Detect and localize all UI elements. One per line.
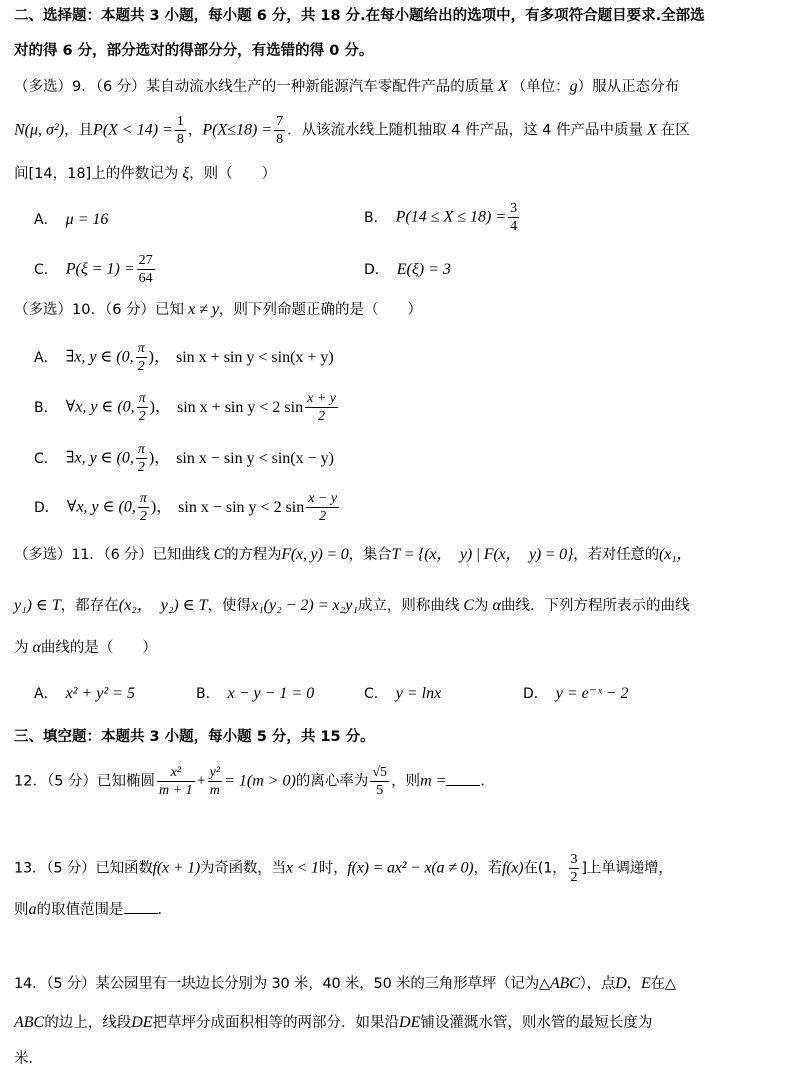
q9-option-c[interactable]: C． P(ξ = 1) = $\frac{27}{64}$ (34, 253, 153, 286)
q11-option-b[interactable]: B． x − y − 1 = 0 (196, 685, 315, 702)
section2-header-line2: 对的得 6 分，部分选对的得部分分，有选错的得 0 分。 (14, 43, 374, 59)
q11-line3: 为 α曲线的是（ ） (14, 639, 157, 656)
q9-option-d[interactable]: D． E(ξ) = 3 (364, 261, 451, 278)
q10-stem: （多选）10．（6 分）已知 x ≠ y，则下列命题正确的是（ ） (14, 301, 423, 318)
q9-option-a[interactable]: A． μ = 16 (34, 211, 109, 228)
q14-line1: 14．（5 分）某公园里有一块边长分别为 30 米，40 米，50 米的三角形草坪（记为△ABC），点D，E在△ (14, 975, 676, 992)
q11-option-c[interactable]: C． y = lnx (364, 685, 442, 702)
q12-line: 12．（5 分）已知椭圆 $\frac{\text{x²}}{m + 1}$ + $\frac{\text{y²}}{m}$ = 1(m > 0)的离心率为 $\frac{√5}{5}$ ，则m = ． (14, 765, 495, 798)
q14-line2: ABC的边上，线段DE把草坪分成面积相等的两部分．如果沿DE铺设灌溉水管，则水管的最短长度为 (14, 1014, 653, 1031)
q11-option-a[interactable]: A． x² + y² = 5 (34, 685, 135, 702)
section3-header: 三、填空题：本题共 3 小题，每小题 5 分，共 15 分。 (14, 729, 375, 745)
q9-line3: 间[14，18]上的件数记为 ξ，则（ ） (14, 165, 277, 182)
q10-option-a[interactable]: A． ∃x, y ∈ (0, $\frac{\pi}{2}$ )， sin x + sin y < sin(x + y) (34, 341, 334, 374)
q13-line2: 则a的取值范围是 ． (14, 901, 172, 918)
q10-option-c[interactable]: C． ∃x, y ∈ (0, $\frac{\pi}{2}$ )， sin x − sin y < sin(x − y) (34, 442, 334, 475)
q9-line2: N(μ, σ²)，且P(X < 14) = $\frac{1}{8}$ ，P(X≤18) = $\frac{7}{8}$ ．从该流水线上随机抽取 4 件产品，这 4 件产品中质量 X 在区 (14, 114, 690, 147)
q10-option-b[interactable]: B． ∀x, y ∈ (0, $\frac{\pi}{2}$ )， sin x + sin y < 2 sin $\frac{x + y}{2}$ (34, 391, 336, 424)
q9-option-b[interactable]: B． P(14 ≤ X ≤ 18) = $\frac{3}{4}$ (364, 201, 518, 234)
q10-option-d[interactable]: D． ∀x, y ∈ (0, $\frac{\pi}{2}$ )， sin x − sin y < 2 sin $\frac{x - y}{2}$ (34, 491, 338, 524)
q11-line2: y₁) ∈ T，都存在(x₂， y₂) ∈ T，使得x₁(y₂ − 2) = x₂y₁成立，则称曲线 C为 α曲线．下列方程所表示的曲线 (14, 597, 690, 614)
q9-line1: （多选）9．（6 分）某自动流水线生产的一种新能源汽车零配件产品的质量 X （单位：g）服从正态分布 (14, 78, 680, 95)
q13-line1: 13．（5 分）已知函数f(x + 1)为奇函数，当x < 1时，f(x) = ax² − x(a ≠ 0)，若f(x)在(1， $\frac{3}{2}$ ]上单调递增， (14, 852, 673, 885)
section2-header-line1: 二、选择题：本题共 3 小题，每小题 6 分，共 18 分.在每小题给出的选项中，有多项符合题目要求.全部选 (14, 8, 705, 24)
q11-line1: （多选）11．（6 分）已知曲线 C的方程为F(x, y) = 0，集合T = {(x， y) | F(x， y) = 0}，若对任意的(x₁， (14, 546, 693, 563)
q13-answer-blank[interactable] (124, 899, 158, 914)
q11-option-d[interactable]: D． y = e⁻ˣ − 2 (523, 685, 629, 702)
q12-answer-blank[interactable] (446, 771, 480, 786)
q14-line3: 米． (14, 1051, 43, 1067)
